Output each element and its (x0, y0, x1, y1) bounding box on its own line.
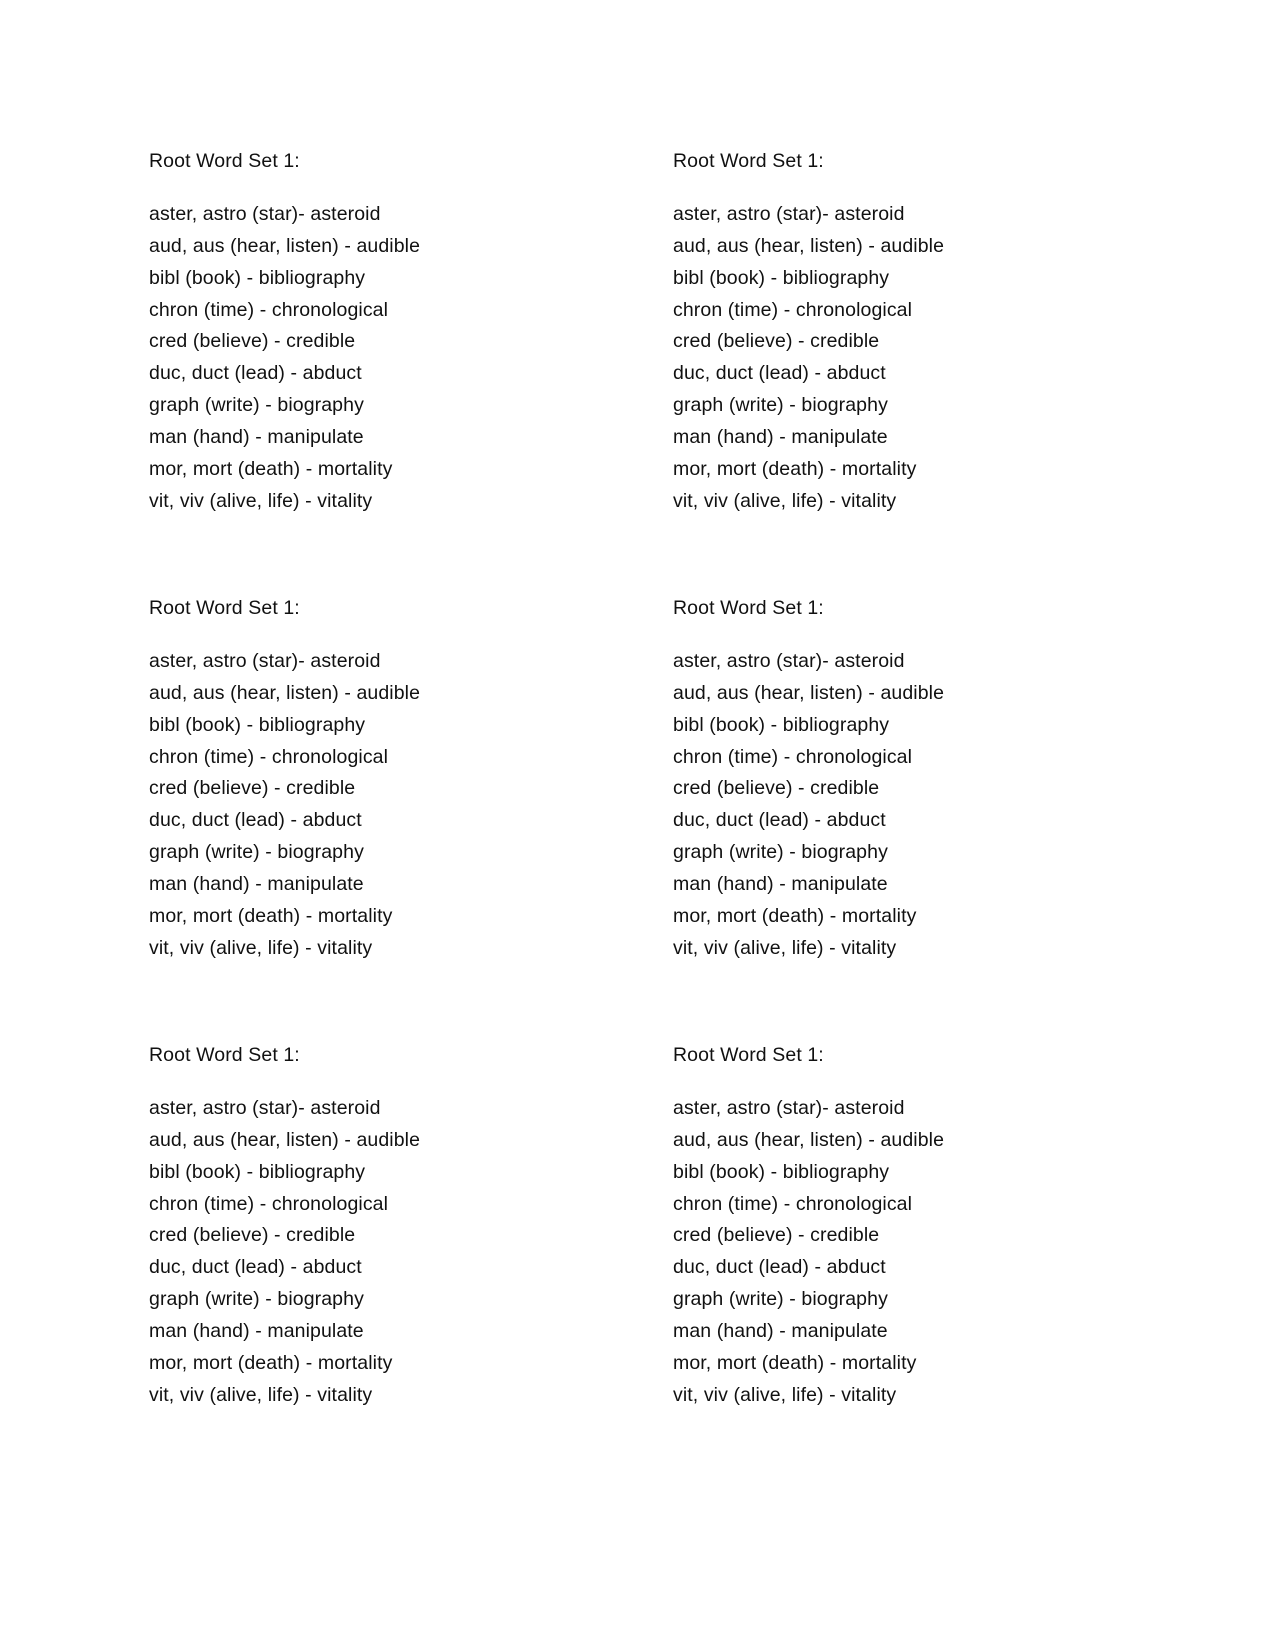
root-word-entry: mor, mort (death) - mortality (149, 905, 393, 928)
card-title: Root Word Set 1: (149, 597, 300, 619)
root-word-entry: chron (time) - chronological (673, 1192, 913, 1215)
root-word-entry: vit, viv (alive, life) - vitality (149, 1383, 373, 1406)
root-word-entry: vit, viv (alive, life) - vitality (673, 489, 897, 512)
root-word-entry: duc, duct (lead) - abduct (149, 1256, 362, 1279)
root-word-entry: bibl (book) - bibliography (673, 266, 890, 289)
root-word-entry: bibl (book) - bibliography (149, 1160, 366, 1183)
root-word-entry: mor, mort (death) - mortality (673, 1352, 917, 1375)
root-word-entry: mor, mort (death) - mortality (149, 1352, 393, 1375)
root-word-entry: vit, viv (alive, life) - vitality (149, 936, 373, 959)
root-word-card (149, 593, 609, 965)
root-word-entry: mor, mort (death) - mortality (149, 458, 393, 481)
card-title: Root Word Set 1: (149, 1044, 300, 1066)
root-word-entry: man (hand) - manipulate (673, 873, 888, 896)
root-word-card (673, 593, 1133, 965)
root-word-entry: chron (time) - chronological (149, 745, 389, 768)
root-word-entry: graph (write) - biography (673, 1288, 888, 1311)
root-word-entry: bibl (book) - bibliography (673, 1160, 890, 1183)
root-word-entry: chron (time) - chronological (149, 1192, 389, 1215)
root-word-card (149, 1040, 609, 1412)
root-word-entry: cred (believe) - credible (149, 777, 356, 800)
root-word-entry: duc, duct (lead) - abduct (673, 1256, 886, 1279)
card-title: Root Word Set 1: (673, 150, 824, 172)
root-word-entry: aud, aus (hear, listen) - audible (673, 1128, 945, 1151)
root-word-entry: graph (write) - biography (673, 841, 888, 864)
root-word-entry: aud, aus (hear, listen) - audible (673, 681, 945, 704)
root-word-entry: graph (write) - biography (149, 394, 364, 417)
root-word-entry: aud, aus (hear, listen) - audible (149, 1128, 421, 1151)
root-word-entry: aud, aus (hear, listen) - audible (149, 681, 421, 704)
root-word-entry: man (hand) - manipulate (149, 426, 364, 449)
root-word-entry: mor, mort (death) - mortality (673, 458, 917, 481)
root-word-entry: duc, duct (lead) - abduct (673, 362, 886, 385)
root-word-list (673, 646, 1133, 965)
root-word-entry: graph (write) - biography (149, 841, 364, 864)
root-word-entry: chron (time) - chronological (673, 298, 913, 321)
root-word-entry: cred (believe) - credible (673, 777, 880, 800)
root-word-entry: bibl (book) - bibliography (149, 266, 366, 289)
root-word-entry: bibl (book) - bibliography (673, 713, 890, 736)
root-word-entry: aster, astro (star)- asteroid (149, 202, 381, 225)
root-word-entry: aster, astro (star)- asteroid (673, 1096, 905, 1119)
root-word-entry: man (hand) - manipulate (673, 1320, 888, 1343)
root-word-entry: duc, duct (lead) - abduct (149, 362, 362, 385)
root-word-entry: graph (write) - biography (673, 394, 888, 417)
root-word-entry: aster, astro (star)- asteroid (149, 1096, 381, 1119)
root-word-entry: aud, aus (hear, listen) - audible (149, 234, 421, 257)
root-word-entry: cred (believe) - credible (673, 330, 880, 353)
root-word-list (673, 1093, 1133, 1412)
root-word-entry: cred (believe) - credible (149, 1224, 356, 1247)
root-word-entry: duc, duct (lead) - abduct (149, 809, 362, 832)
root-word-entry: chron (time) - chronological (149, 298, 389, 321)
root-word-entry: aud, aus (hear, listen) - audible (673, 234, 945, 257)
root-word-entry: mor, mort (death) - mortality (673, 905, 917, 928)
card-title: Root Word Set 1: (673, 1044, 824, 1066)
root-word-list (149, 1093, 609, 1412)
root-word-entry: vit, viv (alive, life) - vitality (149, 489, 373, 512)
root-word-entry: man (hand) - manipulate (149, 1320, 364, 1343)
root-word-entry: aster, astro (star)- asteroid (673, 649, 905, 672)
root-word-entry: vit, viv (alive, life) - vitality (673, 1383, 897, 1406)
root-word-list (149, 646, 609, 965)
root-word-entry: duc, duct (lead) - abduct (673, 809, 886, 832)
root-word-entry: man (hand) - manipulate (149, 873, 364, 896)
root-word-card (149, 146, 609, 518)
card-title: Root Word Set 1: (149, 150, 300, 172)
root-word-entry: cred (believe) - credible (149, 330, 356, 353)
card-title: Root Word Set 1: (673, 597, 824, 619)
root-word-entry: man (hand) - manipulate (673, 426, 888, 449)
root-word-entry: graph (write) - biography (149, 1288, 364, 1311)
root-word-card (673, 1040, 1133, 1412)
root-word-entry: cred (believe) - credible (673, 1224, 880, 1247)
root-word-card (673, 146, 1133, 518)
root-word-list (673, 199, 1133, 518)
root-word-entry: chron (time) - chronological (673, 745, 913, 768)
root-word-entry: vit, viv (alive, life) - vitality (673, 936, 897, 959)
root-word-entry: aster, astro (star)- asteroid (673, 202, 905, 225)
root-word-entry: aster, astro (star)- asteroid (149, 649, 381, 672)
root-word-entry: bibl (book) - bibliography (149, 713, 366, 736)
root-word-list (149, 199, 609, 518)
